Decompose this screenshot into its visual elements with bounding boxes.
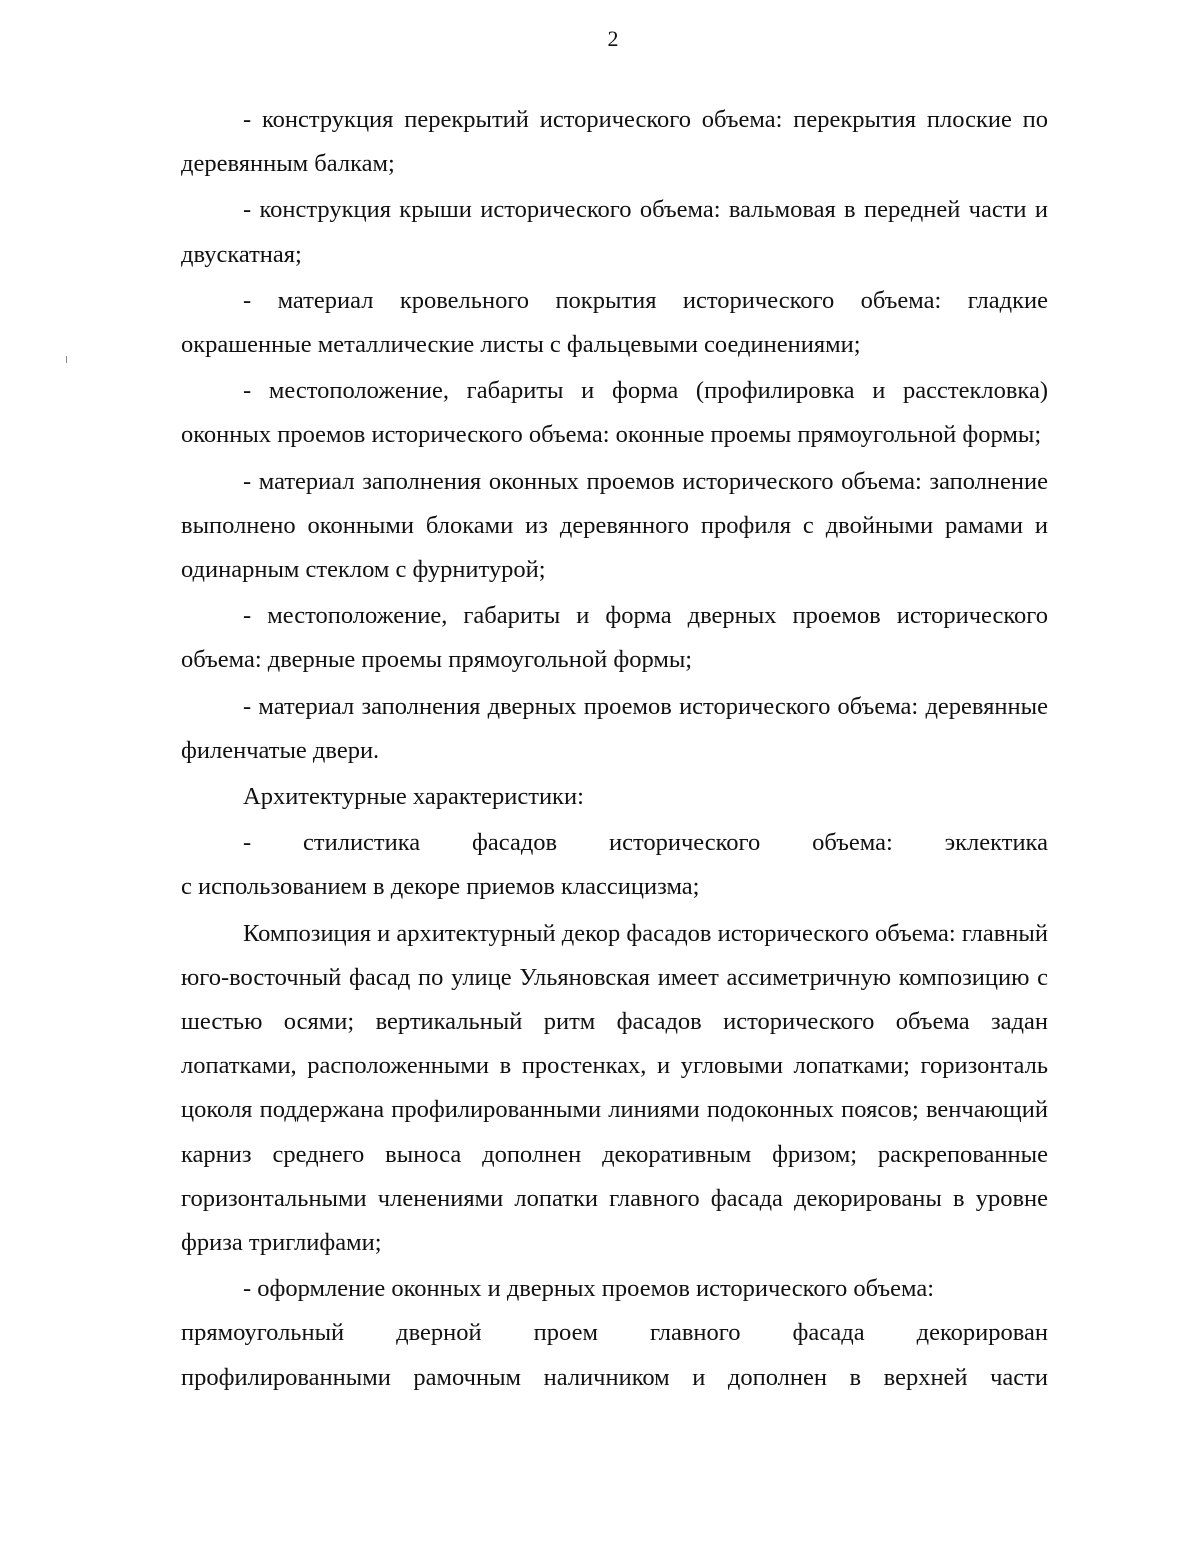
scan-artifact-mark	[66, 356, 67, 363]
paragraph-window-fill: - материал заполнения оконных проемов исторического объема: заполнение выполнено оконными блоками из деревянного профиля с двойными рамами и одинарным стеклом с фурнитурой;	[181, 467, 1048, 584]
document-body	[181, 98, 1048, 1400]
paragraph-openings-decor-last-line: профилированными рамочным наличником и дополнен в верхней части	[181, 1363, 1048, 1391]
style-word: объема:	[812, 829, 893, 857]
page-number: 2	[607, 26, 619, 51]
paragraph-style-first-line	[181, 821, 1048, 865]
decor-word: фасада	[792, 1319, 865, 1347]
style-word: эклектика	[944, 829, 1048, 857]
decor-word: прямоугольный	[181, 1319, 345, 1347]
style-word: стилистика	[303, 829, 421, 857]
decor-word: главного	[649, 1319, 741, 1347]
paragraph-window-openings: - местоположение, габариты и форма (профилировка и расстекловка) оконных проемов исторического объема: оконные проемы прямоугольной формы;	[181, 377, 1048, 449]
decor-word: проем	[533, 1319, 598, 1347]
paragraph-openings-decor-first-line: - оформление оконных и дверных проемов исторического объема:	[243, 1275, 935, 1303]
style-word: исторического	[608, 829, 761, 857]
heading-architectural-characteristics: Архитектурные характеристики:	[243, 783, 584, 811]
decor-word: дверной	[396, 1319, 482, 1347]
decor-word: декорирован	[916, 1319, 1048, 1347]
style-word: фасадов	[472, 829, 558, 857]
paragraph-door-fill: - материал заполнения дверных проемов исторического объема: деревянные филенчатые двери.	[181, 692, 1048, 764]
paragraph-composition-decor: Композиция и архитектурный декор фасадов исторического объема: главный юго-восточный фасад по улице Ульяновская имеет ассиметричную композицию с шестью осями; вертикальный ритм фасадов исторического объема задан лопатками, расположенными в простенках, и угловыми лопатками; горизонталь цоколя поддержана профилированными линиями подоконных поясов; венчающий карниз среднего выноса дополнен декоративным фризом; раскрепованные горизонтальными членениями лопатки главного фасада декорированы в уровне фриза триглифами;	[181, 919, 1048, 1257]
style-word: -	[243, 829, 252, 857]
paragraph-style-tail: с использованием в декоре приемов классицизма;	[181, 873, 700, 901]
paragraph-door-openings: - местоположение, габариты и форма дверных проемов исторического объема: дверные проемы прямоугольной формы;	[181, 602, 1048, 674]
paragraph-roof-structure: - конструкция крыши исторического объема: вальмовая в передней части и двускатная;	[181, 196, 1048, 268]
paragraph-openings-decor-second-line	[181, 1311, 1048, 1355]
paragraph-roof-material: - материал кровельного покрытия исторического объема: гладкие окрашенные металлические листы с фальцевыми соединениями;	[181, 286, 1048, 359]
paragraph-floor-structure: - конструкция перекрытий исторического объема: перекрытия плоские по деревянным балкам;	[181, 106, 1048, 178]
